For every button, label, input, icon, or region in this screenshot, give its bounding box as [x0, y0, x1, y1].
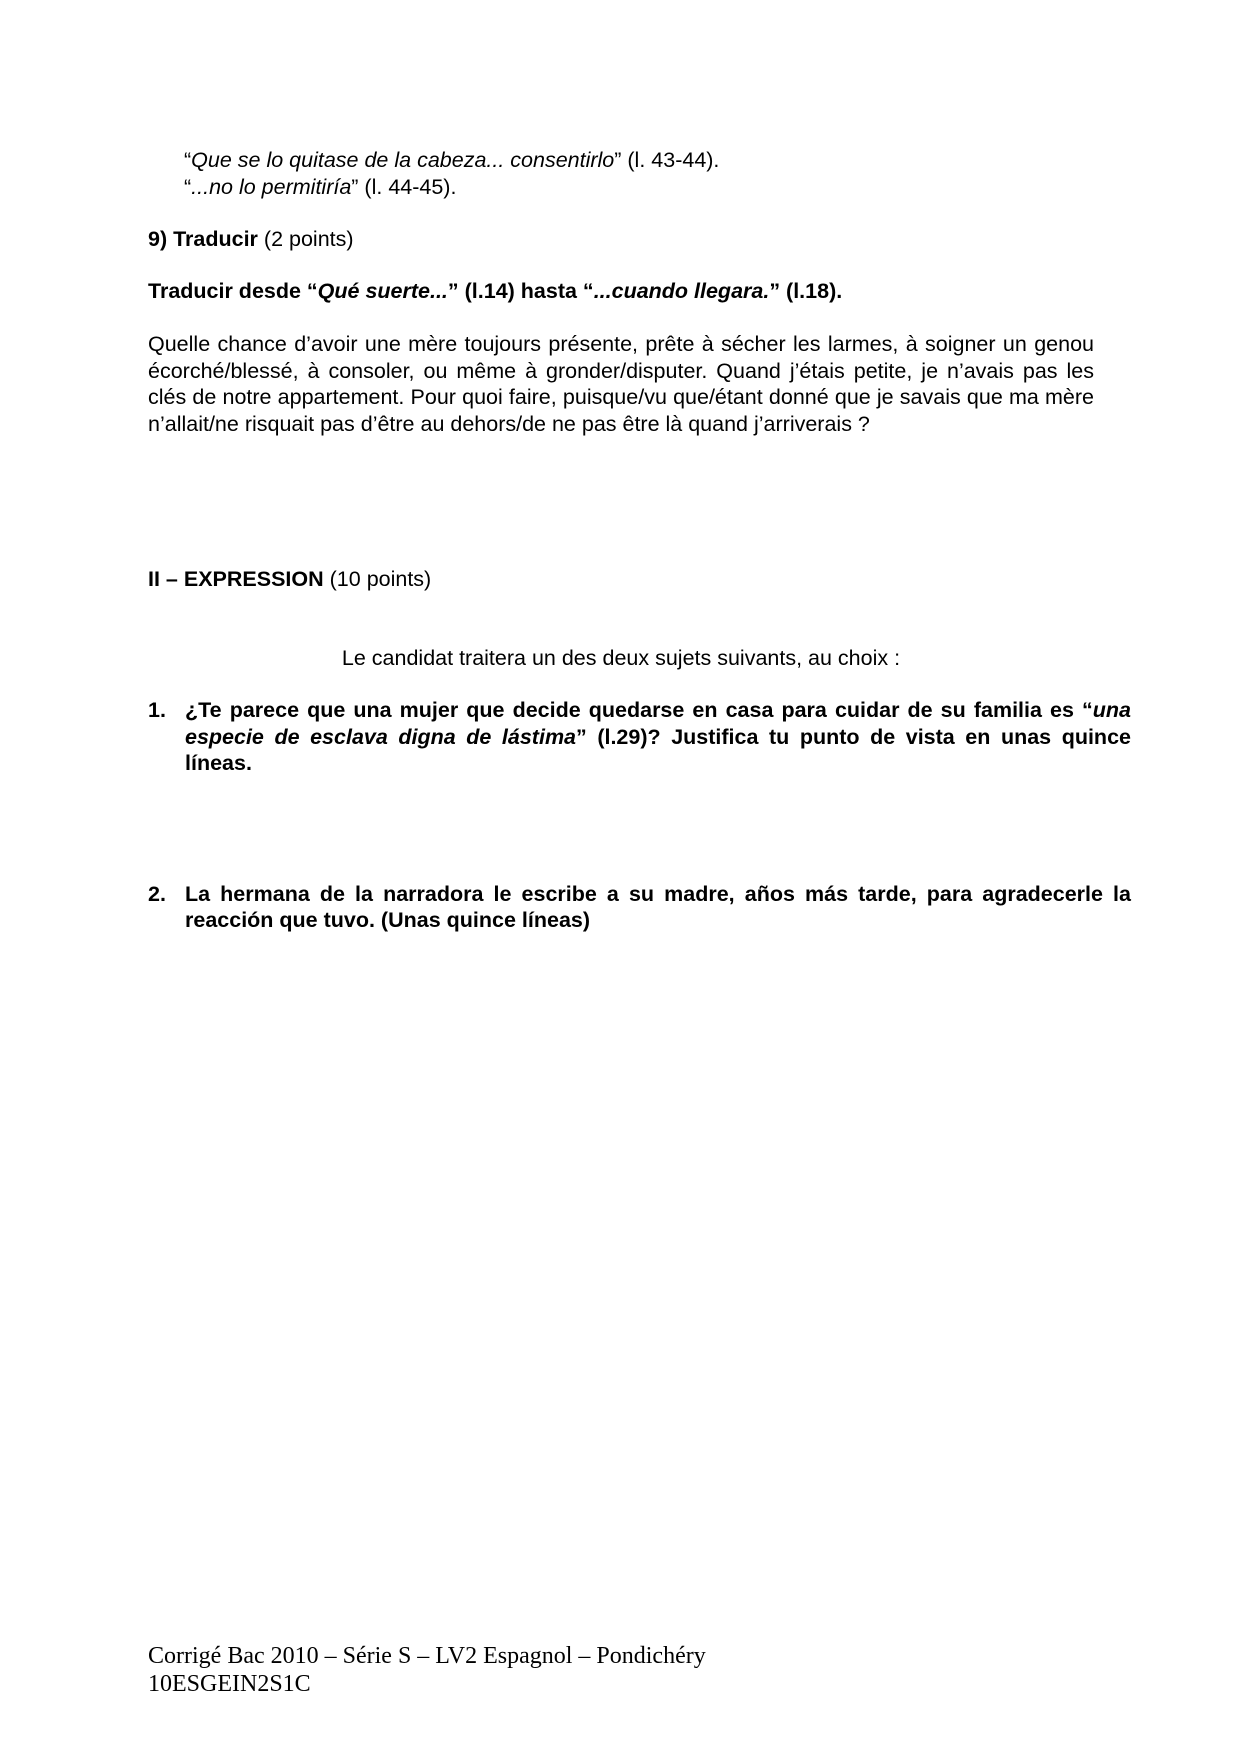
section-2-points: (10 points) — [329, 567, 432, 591]
footer-title: Corrigé Bac 2010 – Série S – LV2 Espagnol – Pondichéry — [148, 1643, 706, 1669]
topic-number: 2. — [148, 881, 166, 906]
topic-number: 1. — [148, 698, 166, 722]
topic-item — [148, 881, 1131, 934]
instruction-from-text: Qué suerte... — [317, 279, 448, 303]
instruction-prefix: Traducir desde “ — [148, 279, 318, 303]
quote-line — [148, 174, 1094, 201]
footer-code: 10ESGEIN2S1C — [148, 1671, 311, 1697]
instruction-middle: ” (l.14) hasta “ — [447, 279, 594, 303]
quote-reference: ” (l. 44-45). — [351, 174, 457, 199]
quote-list — [148, 147, 1094, 200]
section-9-title: 9) Traducir — [148, 227, 258, 251]
section-2-title: II – EXPRESSION — [148, 567, 324, 591]
quote-line — [148, 147, 1094, 174]
topic-quote: una especie de esclava digna de lástima — [185, 698, 1131, 749]
topic-text-end: ” (l.29)? Justifica tu punto de vista en unas quince líneas. — [185, 724, 1131, 775]
translation-paragraph: Quelle chance d’avoir une mère toujours présente, prête à sécher les larmes, à soigner un genou écorché/blessé, à consoler, ou même à gronder/disputer. Quand j’étais petite, je n’avais pas les clés de notre appartement. Pour quoi faire, puisque/vu que/étant donné que je savais que ma mère n’allait/ne risquait pas d’être au dehors/de ne pas être là quand j’arriverais ? — [148, 332, 1094, 436]
section-9-heading — [148, 226, 1094, 253]
expression-intro: Le candidat traitera un des deux sujets suivants, au choix : — [341, 646, 901, 670]
topic-item — [148, 697, 1131, 777]
instruction-suffix: ” (l.18). — [769, 279, 843, 303]
translation-instruction — [148, 278, 1094, 305]
quote-open-mark: “ — [184, 148, 192, 172]
quote-text: ...no lo permitiría — [191, 174, 352, 199]
section-9-points: (2 points) — [263, 227, 354, 251]
topic-text: ¿Te parece que una mujer que decide quedarse en casa para cuidar de su familia es “ — [185, 698, 1093, 722]
quote-reference: ” (l. 43-44). — [614, 148, 720, 172]
quote-open-mark: “ — [184, 174, 192, 199]
topic-text: La hermana de la narradora le escribe a su madre, años más tarde, para agradecerle la reacción que tuvo. (Unas quince líneas) — [185, 881, 1131, 932]
page-footer — [148, 1642, 1048, 1698]
section-2-heading — [148, 566, 1094, 593]
instruction-to-text: ...cuando llegara. — [593, 279, 770, 303]
quote-text: Que se lo quitase de la cabeza... consentirlo — [191, 148, 615, 172]
